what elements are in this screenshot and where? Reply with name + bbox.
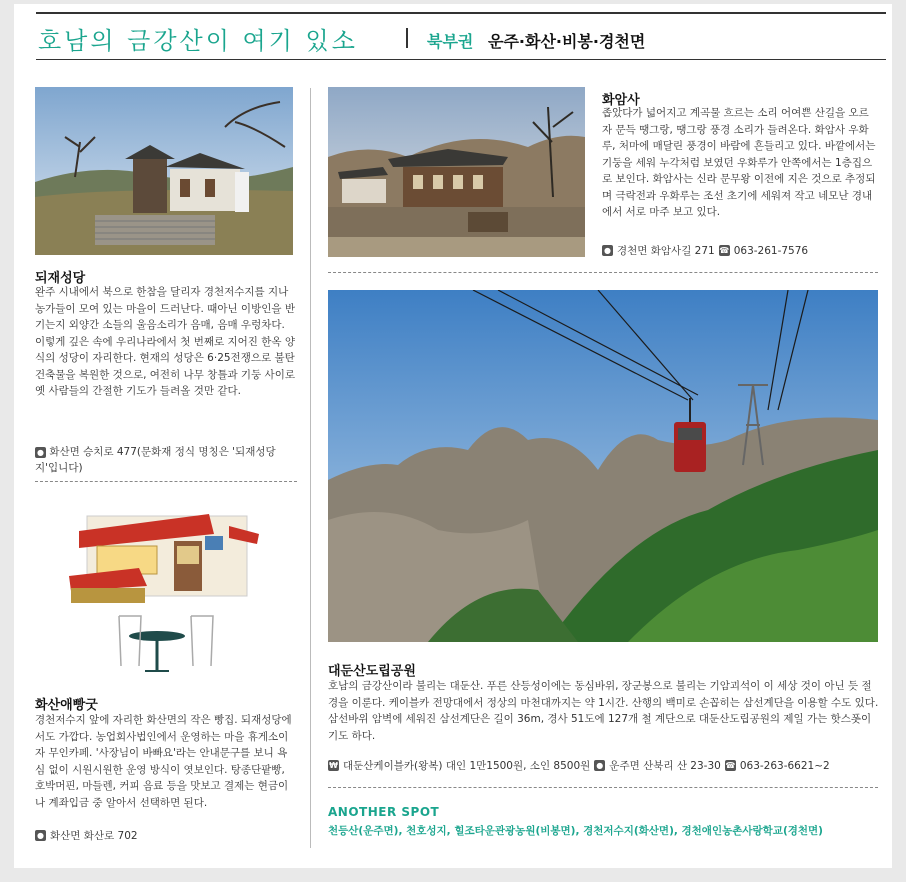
hwaamsa-text: 좁았다가 넓어지고 계곡물 흐르는 소리 어여쁜 산길을 오르자 문득 땡그랑, 땡그랑 풍경 소리가 들려온다. 화암사 우화루, 처마에 매달린 풍경이 바람에 흔들리고 있다. 바깥에서는 기둥을 세워 누각처럼 보였던 우화루가 안쪽에서는 1층집으로 보인다. 화암사는 신라 문무왕 이전에 지은 것으로 추정되며 극락전과 우화루는 조선 초기에 세워져 작고 네모난 경내에서 서로 마주 보고 있다. <box>602 107 876 218</box>
daedunsan-text: 호남의 금강산이라 불리는 대둔산. 푸른 산등성이에는 동심바위, 장군봉으로 불리는 기암괴석이 이 세상 것이 아닌 듯 절경을 이룬다. 케이블카 전망대에서 정상의 마천대까지는 약 1시간. 산행의 백미로 손꼽히는 삼선계단을 이용할 수도 있다. 삼선바위 암벽에 세워진 삼선계단은 길이 36m, 경사 51도에 127개 철 계단으로 대둔산도립공원의 제일 가는 핫스폿이기도 하다. <box>328 680 879 742</box>
column-divider <box>310 88 311 848</box>
doejae-address: 화산면 승치로 477(문화재 정식 명칭은 '되재성당지'입니다) <box>35 446 276 474</box>
region-places: 운주·화산·비봉·경천면 <box>488 32 646 51</box>
hwaamsa-title: 화암사 <box>602 93 640 108</box>
doejae-text: 완주 시내에서 북으로 한참을 달리자 경천저수지를 지나 농가들이 모여 있는 마을이 드러난다. 때아닌 이방인을 반기는지 외양간 소들의 울음소리가 음매, 음매 우렁차다. 이렇게 깊은 속에 우리나라에서 첫 번째로 지어진 한옥 양식의 성당이 자리한다. 현재의 성당은 6·25전쟁으로 불탄 건축물을 복원한 것으로, 여전히 나무 창틀과 기둥 사이로 옛 사람들의 간절한 기도가 들려올 것만 같다. <box>35 286 295 397</box>
bakery-address-line <box>35 828 138 843</box>
daedunsan-info <box>328 758 830 773</box>
daedunsan-title: 대둔산도립공원 <box>328 664 416 679</box>
section-divider <box>328 272 878 273</box>
another-spot-list: 천등산(운주면), 천호성지, 힐조타운관광농원(비봉면), 경천저수지(화산면), 경천애인농촌사랑학교(경천면) <box>328 825 823 837</box>
daedunsan-address: 운주면 산북리 산 23-30 <box>609 760 721 772</box>
location-pin-icon: ● <box>35 830 46 841</box>
hwaamsa-info <box>602 243 808 258</box>
hwaamsa-temple-photo <box>328 87 585 257</box>
doejae-title: 되재성당 <box>35 271 86 286</box>
location-pin-icon: ● <box>594 760 605 771</box>
daedunsan-fee: 대둔산케이블카(왕복) 대인 1만1500원, 소인 8500원 <box>343 760 591 772</box>
page-title: 호남의 금강산이 여기 있소 <box>38 27 358 55</box>
daedunsan-phone: 063-263-6621~2 <box>739 759 830 772</box>
magazine-page <box>14 4 892 868</box>
bakery-illustration <box>59 496 279 681</box>
doejae-address-line <box>35 444 297 476</box>
header-rule <box>36 59 886 60</box>
hwaamsa-phone: 063-261-7576 <box>733 244 809 257</box>
location-pin-icon: ● <box>35 447 46 458</box>
daedunsan-cablecar-photo <box>328 290 878 642</box>
section-divider <box>35 481 297 482</box>
won-icon: ₩ <box>329 761 338 770</box>
section-divider <box>328 787 878 788</box>
doejae-cathedral-photo <box>35 87 293 255</box>
location-pin-icon: ● <box>602 245 613 256</box>
phone-icon: ☎ <box>719 246 730 255</box>
hwaamsa-address: 경천면 화암사길 271 <box>617 245 715 257</box>
title-divider <box>406 28 408 48</box>
bakery-text: 경천저수지 앞에 자리한 화산면의 작은 빵집. 되재성당에서도 가깝다. 농업회사법인에서 운영하는 마을 휴게소이자 무인카페. '사장님이 바빠요'라는 안내문구를 보니 욕심 없이 시원시원한 운영 방식이 엿보인다. 탕종단팥빵, 호박머핀, 마들렌, 커피 음료 등을 맛보고 결제는 현금이나 계좌입금 중 알아서 선택하면 된다. <box>35 714 292 809</box>
phone-icon: ☎ <box>725 761 736 770</box>
region-label: 북부권 <box>427 32 474 51</box>
another-spot-title: ANOTHER SPOT <box>328 805 440 819</box>
top-rule <box>36 12 886 14</box>
bakery-address: 화산면 화산로 702 <box>50 830 138 842</box>
bakery-title: 화산애빵굿 <box>35 698 98 713</box>
